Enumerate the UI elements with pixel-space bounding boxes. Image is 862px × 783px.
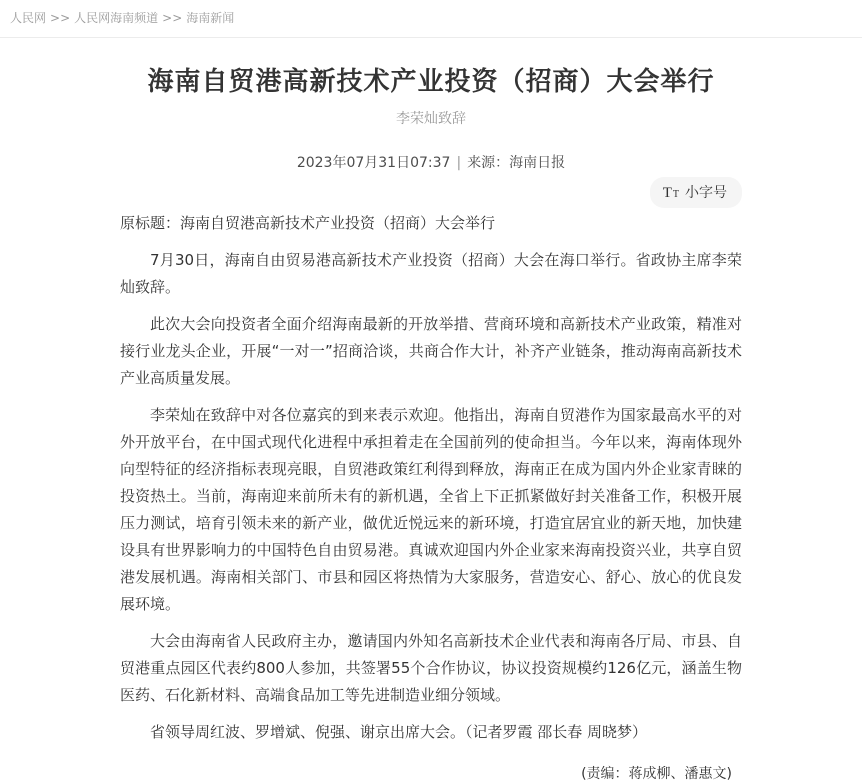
editor-credit: (责编：蒋成柳、潘惠文) — [581, 766, 732, 782]
article-paragraph: 李荣灿在致辞中对各位嘉宾的到来表示欢迎。他指出，海南自贸港作为国家最高水平的对外开放平台，在中国式现代化进程中承担着走在全国前列的使命担当。今年以来，海南体现外向型特征的经济指标表现亮眼，自贸港政策红利得到释放，海南正在成为国内外企业家青睐的投资热土。当前，海南迎来前所未有的新机遇，全省上下正抓紧做好封关准备工作，积极开展压力测试，培育引领未来的新产业，做优近悦远来的新环境，打造宜居宜业的新天地，加快建设具有世界影响力的中国特色自由贸易港。真诚欢迎国内外企业家来海南投资兴业，共享自贸港发展机遇。海南相关部门、市县和园区将热情为大家服务，营造安心、舒心、放心的优良发展环境。 — [120, 406, 742, 613]
breadcrumb-separator: >> — [50, 11, 71, 25]
source-link[interactable]: 海南日报 — [509, 155, 566, 171]
breadcrumb-link-home[interactable]: 人民网 — [10, 11, 47, 25]
article-paragraph: 省领导周红波、罗增斌、倪强、谢京出席大会。（记者罗霞 邵长春 周晓梦） — [150, 723, 648, 741]
meta-separator: | — [456, 155, 462, 171]
article-body — [120, 210, 742, 746]
article-paragraph: 7月30日，海南自由贸易港高新技术产业投资（招商）大会在海口举行。省政协主席李荣灿致辞。 — [120, 251, 742, 296]
font-size-button[interactable] — [650, 177, 742, 208]
article-toolbar — [120, 177, 742, 203]
page-title: 海南自贸港高新技术产业投资（招商）大会举行 — [147, 67, 715, 97]
article-meta — [120, 152, 742, 172]
breadcrumb-link-section[interactable]: 海南新闻 — [186, 11, 235, 25]
font-size-label: 小字号 — [685, 185, 727, 201]
article-subtitle: 李荣灿致辞 — [396, 111, 466, 127]
original-title-paragraph: 原标题：海南自贸港高新技术产业投资（招商）大会举行 — [120, 214, 496, 232]
breadcrumb — [0, 0, 862, 38]
source-label: 来源： — [467, 155, 510, 171]
article-container — [120, 65, 742, 783]
font-size-icon: T — [662, 185, 672, 201]
article-datetime: 2023年07月31日07:37 — [296, 155, 451, 171]
font-size-icon-small: T — [672, 189, 679, 200]
article-paragraph: 此次大会向投资者全面介绍海南最新的开放举措、营商环境和高新技术产业政策，精准对接行业龙头企业，开展“一对一”招商洽谈，共商合作大计，补齐产业链条，推动海南高新技术产业高质量发展。 — [120, 315, 742, 387]
breadcrumb-link-channel[interactable]: 人民网海南频道 — [74, 11, 159, 25]
breadcrumb-separator: >> — [162, 11, 183, 25]
article-paragraph: 大会由海南省人民政府主办，邀请国内外知名高新技术企业代表和海南各厅局、市县、自贸港重点园区代表约800人参加，共签署55个合作协议，协议投资规模约126亿元，涵盖生物医药、石化新材料、高端食品加工等先进制造业细分领域。 — [120, 632, 742, 704]
